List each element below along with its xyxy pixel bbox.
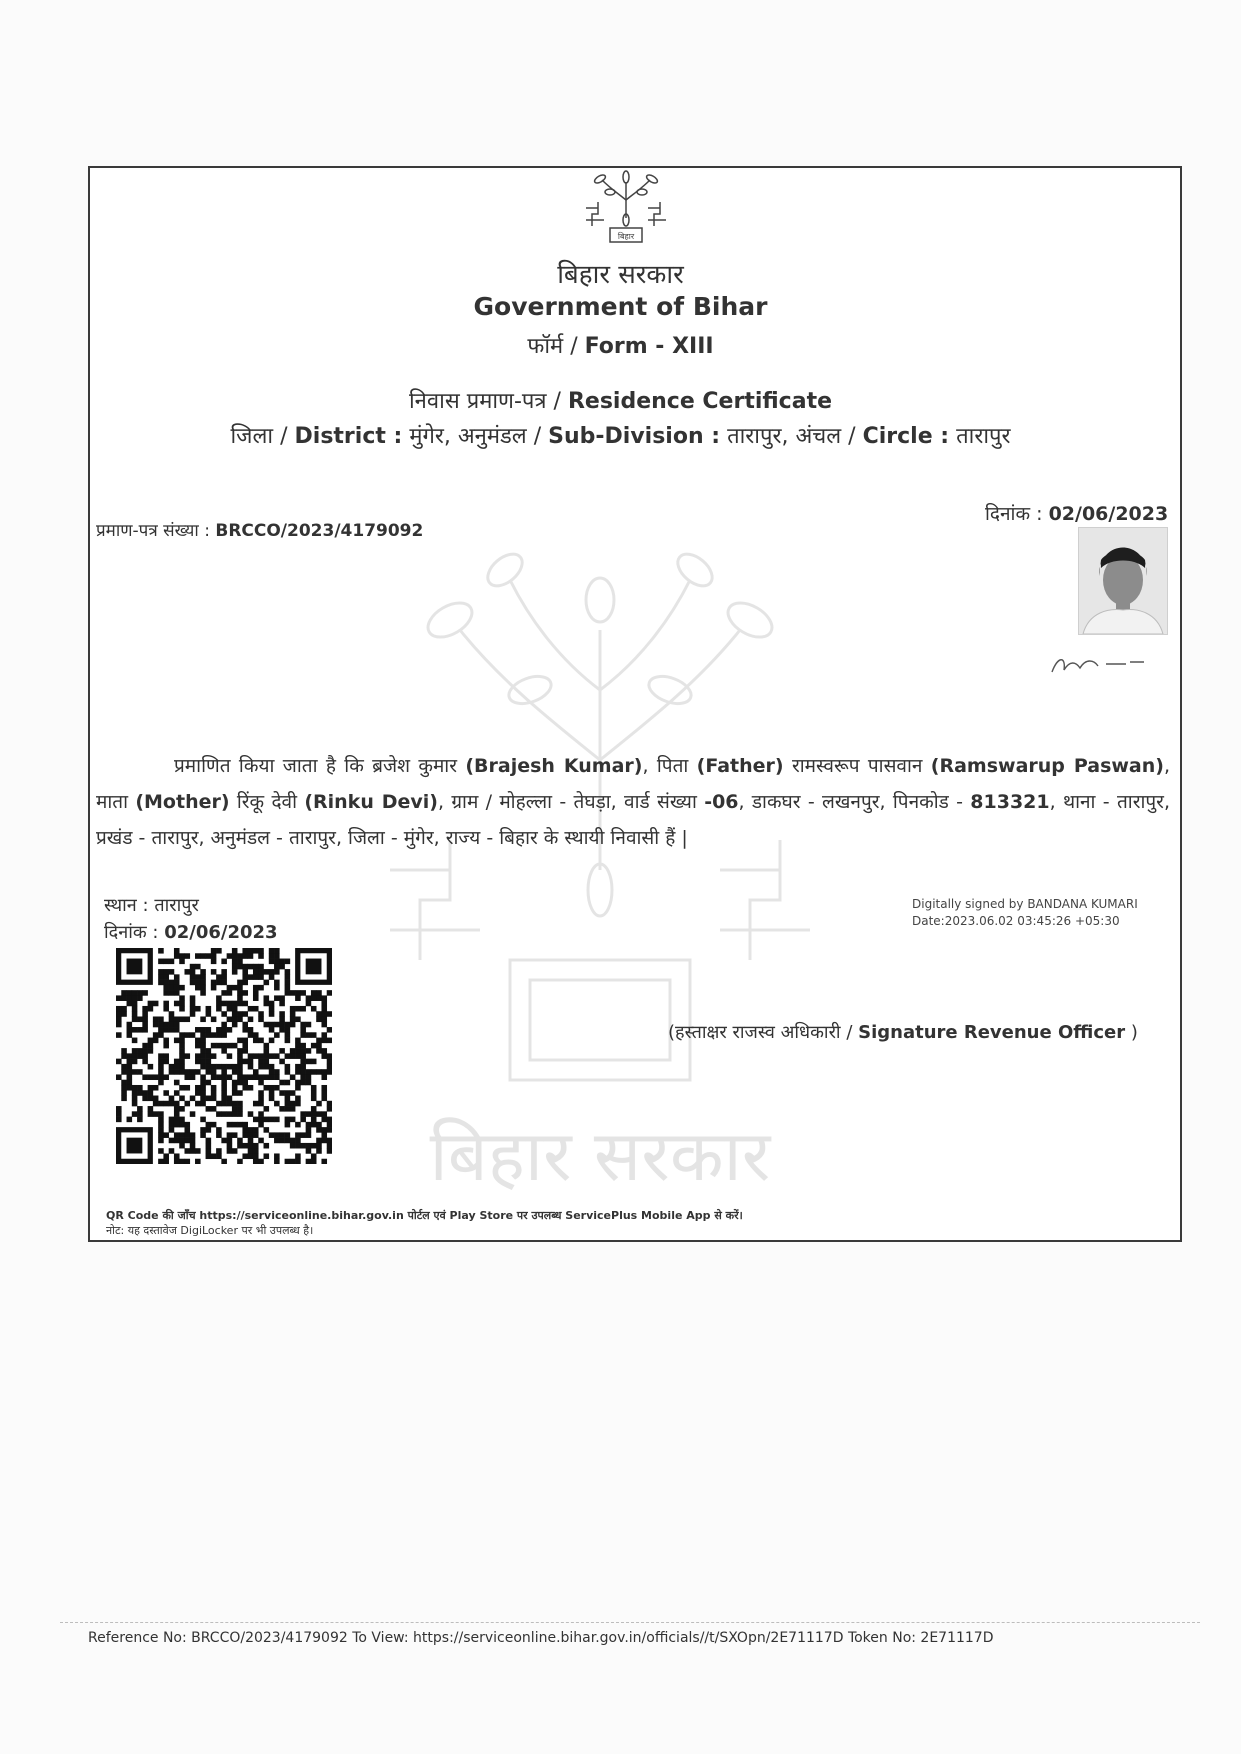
applicant-signature bbox=[1046, 650, 1156, 680]
district-label: District : bbox=[294, 424, 403, 449]
qr-note bbox=[106, 1208, 743, 1238]
district-value: मुंगेर, अनुमंडल / bbox=[402, 424, 549, 449]
circle-label: Circle : bbox=[862, 424, 950, 449]
place-label: स्थान : bbox=[104, 895, 155, 916]
digital-signature-date: Date:2023.06.02 03:45:26 +05:30 bbox=[912, 914, 1120, 928]
subdivision-value: तारापुर, अंचल / bbox=[720, 424, 863, 449]
body-text-5: रिंकू देवी bbox=[229, 791, 305, 813]
sign-date bbox=[104, 920, 278, 944]
district-label-hindi: जिला / bbox=[230, 424, 295, 449]
sign-date-value: 02/06/2023 bbox=[164, 922, 278, 943]
circle-value: तारापुर bbox=[949, 424, 1011, 449]
body-text-4: , माता bbox=[96, 755, 1171, 813]
form-number bbox=[0, 330, 1241, 360]
applicant-photo bbox=[1078, 527, 1168, 635]
cert-title-english: Residence Certificate bbox=[567, 389, 833, 414]
certificate-number-value: BRCCO/2023/4179092 bbox=[215, 521, 424, 541]
signature-label-english: Signature Revenue Officer bbox=[858, 1022, 1126, 1043]
form-label-hindi: फॉर्म / bbox=[527, 334, 585, 359]
person-photo-icon bbox=[1079, 528, 1167, 634]
certificate-body bbox=[96, 748, 1170, 856]
father-label: (Father) bbox=[696, 755, 784, 777]
emblem-text: बिहार bbox=[617, 232, 635, 241]
certificate-number bbox=[96, 518, 423, 541]
form-label-english: Form - XIII bbox=[584, 334, 714, 359]
applicant-name-english: (Brajesh Kumar) bbox=[465, 755, 643, 777]
digital-signature bbox=[912, 896, 1138, 930]
place-value: तारापुर bbox=[154, 895, 199, 916]
certificate-number-label: प्रमाण-पत्र संख्या : bbox=[96, 521, 216, 541]
body-text-8: , थाना - तारापुर, प्रखंड - तारापुर, अनुमंडल - तारापुर, जिला - मुंगेर, राज्य - बिहार के स्थायी निवासी हैं | bbox=[96, 791, 1170, 849]
signature-officer bbox=[668, 1020, 1138, 1044]
pincode: 813321 bbox=[970, 791, 1050, 813]
digilocker-note: नोट: यह दस्तावेज DigiLocker पर भी उपलब्ध है। bbox=[106, 1224, 314, 1237]
qr-verification-note: QR Code की जाँच https://serviceonline.bihar.gov.in पोर्टल एवं Play Store पर उपलब्ध ServicePlus Mobile App से करें। bbox=[106, 1209, 743, 1222]
place bbox=[104, 893, 199, 917]
issue-date-value: 02/06/2023 bbox=[1048, 503, 1169, 525]
page-divider bbox=[60, 1622, 1200, 1623]
body-text-7: , डाकघर - लखनपुर, पिनकोड - bbox=[738, 791, 971, 813]
govt-title-hindi: बिहार सरकार bbox=[557, 260, 684, 290]
watermark-text: बिहार सरकार bbox=[429, 1115, 771, 1197]
govt-title-english: Government of Bihar bbox=[473, 292, 768, 321]
body-text-6: , ग्राम / मोहल्ला - तेघड़ा, वार्ड संख्या bbox=[437, 791, 705, 813]
subdivision-label: Sub-Division : bbox=[548, 424, 721, 449]
body-text-1: प्रमाणित किया जाता है कि ब्रजेश कुमार bbox=[174, 755, 466, 777]
sign-date-label: दिनांक : bbox=[104, 922, 165, 943]
cert-title-hindi: निवास प्रमाण-पत्र / bbox=[408, 389, 568, 414]
certificate-title bbox=[0, 385, 1241, 415]
body-text-2: , पिता bbox=[642, 755, 697, 777]
bihar-emblem-icon bbox=[580, 170, 672, 244]
district-line bbox=[0, 420, 1241, 450]
ward-number: -06 bbox=[704, 791, 739, 813]
reference-line: Reference No: BRCCO/2023/4179092 To View: https://serviceonline.bihar.gov.in/officials//t/SXOpn/2E71117D Token No: 2E71117D bbox=[88, 1630, 994, 1646]
signature-close: ) bbox=[1125, 1022, 1138, 1043]
signature-label-hindi: (हस्ताक्षर राजस्व अधिकारी / bbox=[668, 1022, 859, 1043]
digital-signature-signer: Digitally signed by BANDANA KUMARI bbox=[912, 897, 1138, 911]
issue-date bbox=[985, 500, 1168, 526]
mother-name-english: (Rinku Devi) bbox=[304, 791, 438, 813]
father-name-english: (Ramswarup Paswan) bbox=[930, 755, 1164, 777]
mother-label: (Mother) bbox=[135, 791, 230, 813]
issue-date-label: दिनांक : bbox=[985, 503, 1049, 525]
body-text-3: रामस्वरूप पासवान bbox=[783, 755, 931, 777]
qr-code[interactable] bbox=[116, 948, 332, 1164]
